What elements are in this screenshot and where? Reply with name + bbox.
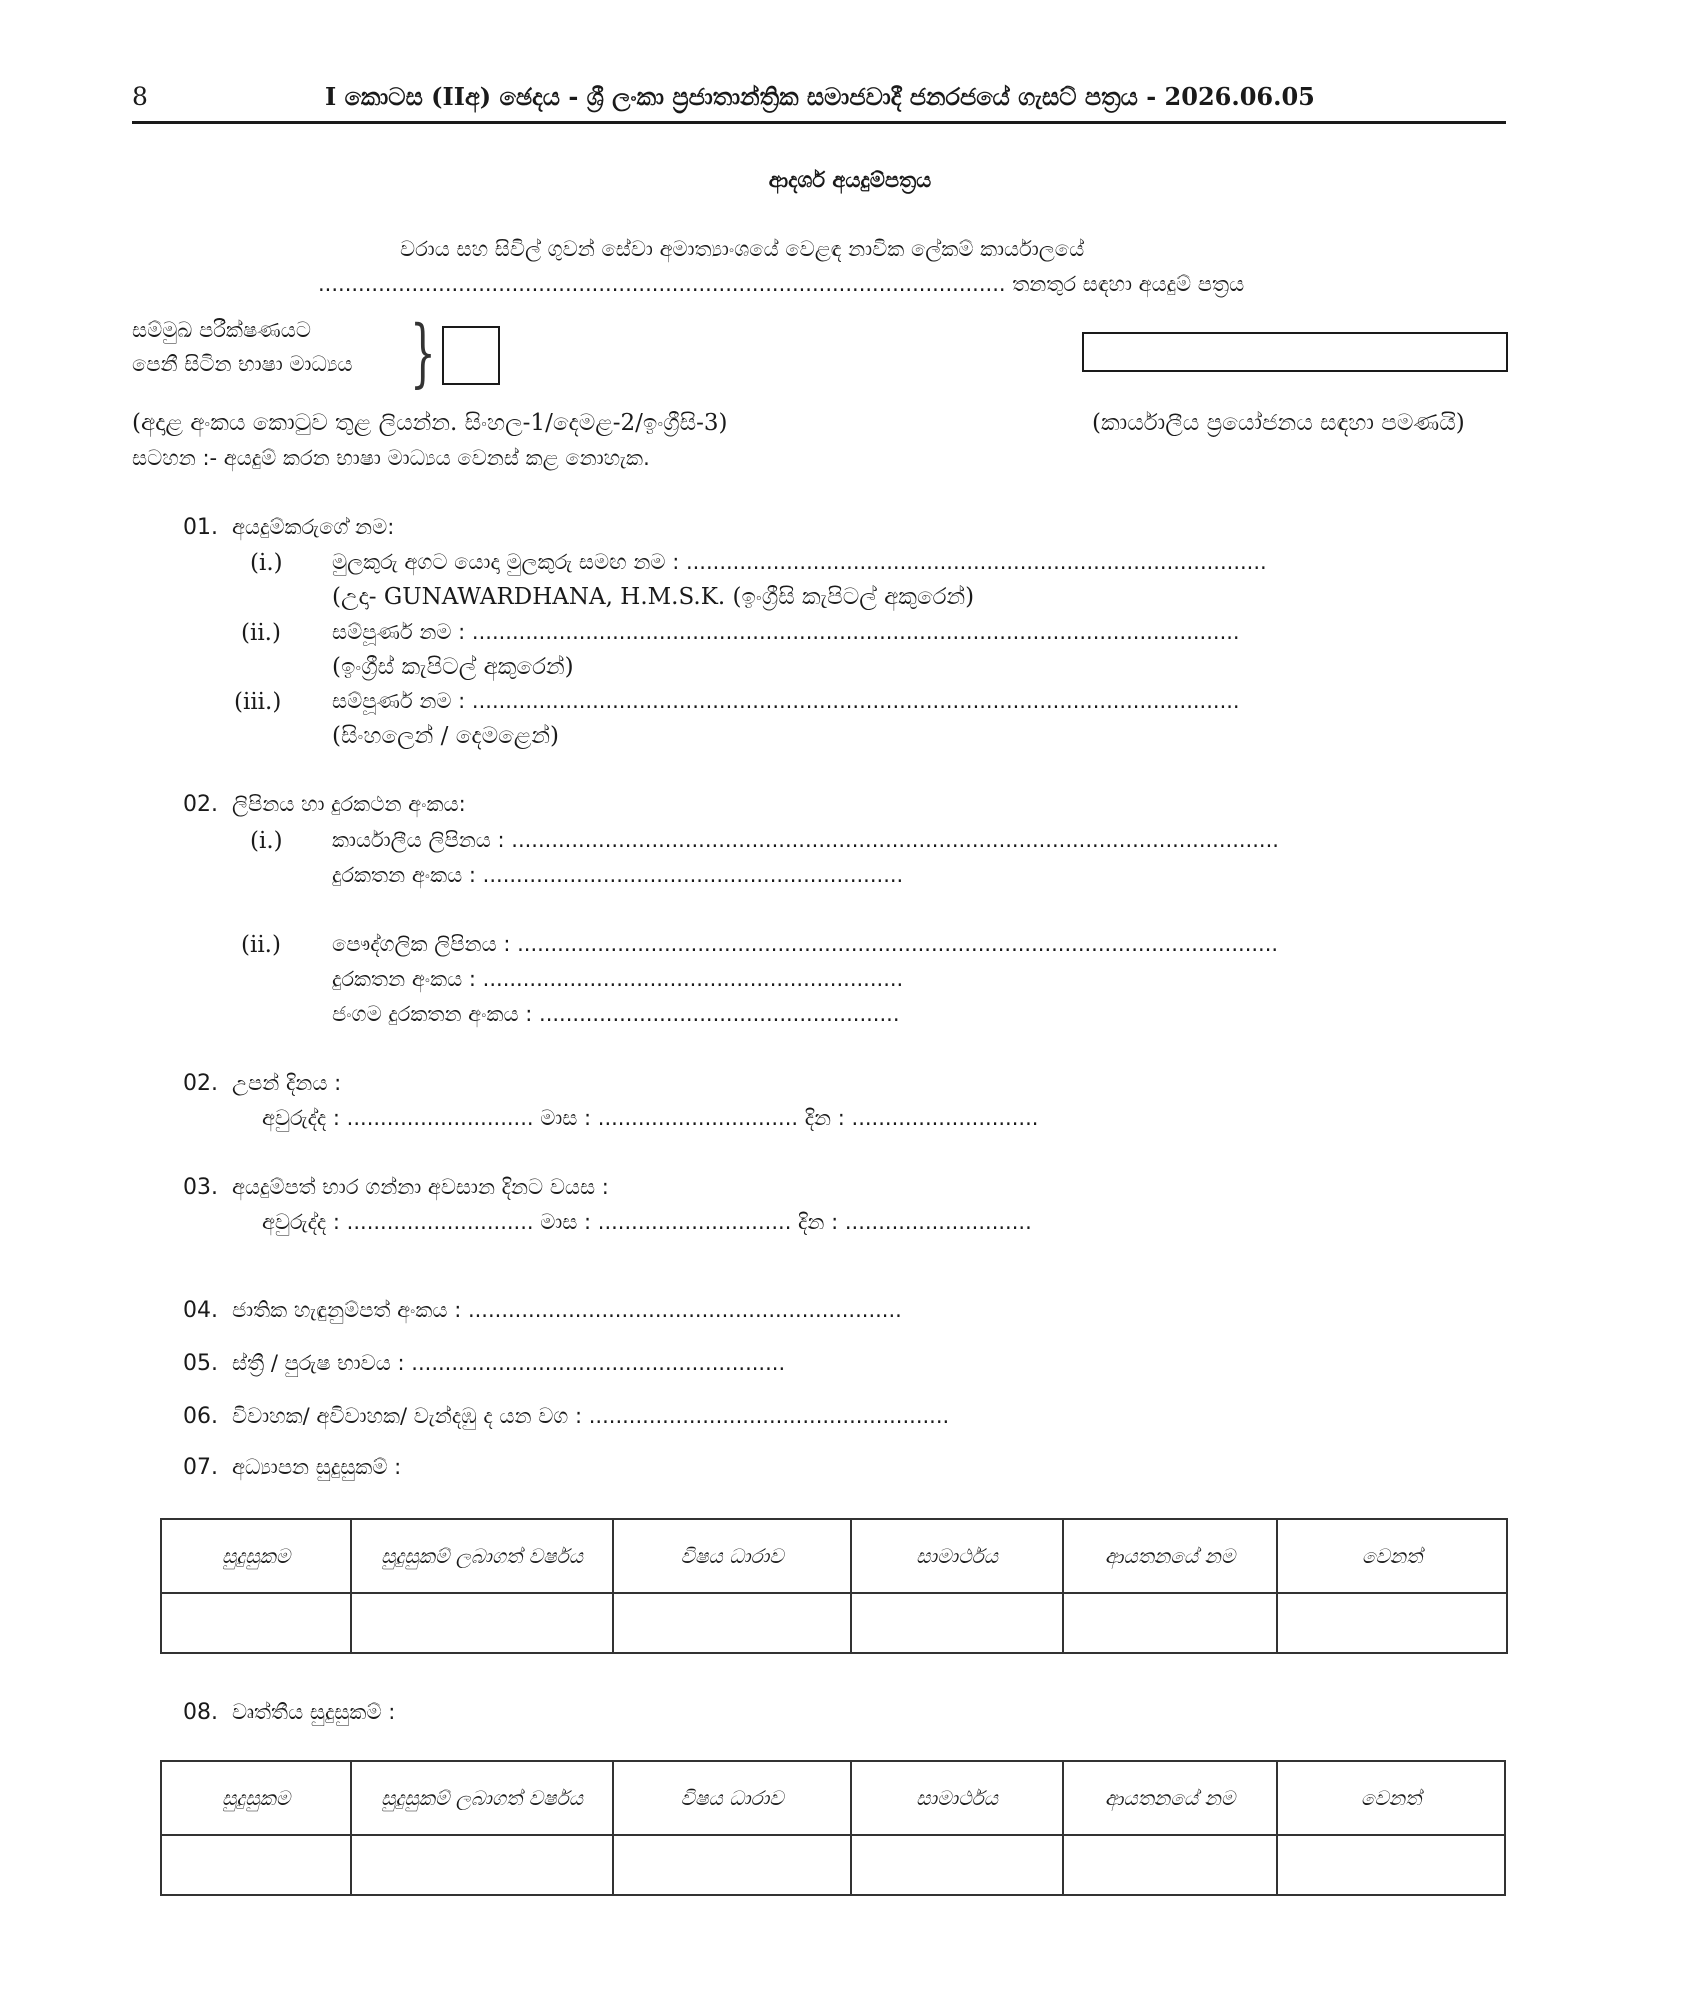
form-note: සටහන :- අයදුම් කරන භාෂා මාධ්‍යය වෙනස් කළ නොහැක. (132, 446, 650, 470)
section-02-label: ලිපිනය හා දුරකථන අංකය: (232, 792, 466, 816)
table-cell[interactable] (1277, 1593, 1507, 1653)
column-header: විෂය ධාරාව (613, 1761, 851, 1835)
table-row (161, 1835, 1505, 1895)
language-label-2: පෙනී සිටින භාෂා මාධ්‍යය (132, 352, 353, 376)
gender-field[interactable]: ස්ත්‍රී / පුරුෂ භාවය : ........................................................ (232, 1351, 786, 1375)
section-06-number: 06. (183, 1404, 218, 1429)
section-03-number: 03. (183, 1175, 218, 1200)
gazette-header-title: I කොටස (IIඅ) ඡෙදය - ශ්‍රී ලංකා ප්‍රජාතාන්ත්‍රික සමාජවාදී ජනරජයේ ගැසට් පත්‍රය - 2026.06.05 (325, 82, 1315, 111)
education-qualifications-label: අධ්‍යාපන සුදුසුකම් : (232, 1455, 402, 1479)
column-header: සාමාර්ථය (851, 1761, 1063, 1835)
column-header: සුදුසුකම (161, 1761, 351, 1835)
office-address-field[interactable]: කාර්යාලීය ලිපිනය : ................................................................................................................... (332, 828, 1279, 852)
personal-phone-field[interactable]: දුරකතන අංකය : ............................................................... (332, 967, 904, 991)
section-08-number: 08. (183, 1700, 218, 1725)
column-header: වෙනත් (1277, 1761, 1505, 1835)
column-header: වෙනත් (1277, 1519, 1507, 1593)
professional-table (160, 1760, 1506, 1896)
column-header: ආයතනයේ නම (1063, 1519, 1277, 1593)
office-use-label: (කාර්යාලීය ප්‍රයෝජනය සඳහා පමණයි) (1092, 410, 1465, 436)
table-cell[interactable] (613, 1593, 851, 1653)
column-header: ආයතනයේ නම (1063, 1761, 1277, 1835)
full-name-english-note: (ඉංග්‍රීස් කැපිටල් අකුරෙන්) (332, 654, 574, 680)
form-heading: ආදර්ශ අයදුම්පත්‍රය (768, 168, 932, 192)
column-header: සුදුසුකම (161, 1519, 351, 1593)
section-01-i-number: (i.) (250, 550, 283, 576)
language-code-box[interactable] (442, 326, 500, 385)
section-01-number: 01. (183, 515, 218, 540)
form-subheading-2[interactable]: ....................................................................................................... තනතුර සඳහා අයදුම් පත්‍රය (318, 272, 1245, 296)
table-cell[interactable] (1277, 1835, 1505, 1895)
section-01-ii-number: (ii.) (241, 620, 281, 646)
age-field[interactable]: අවුරුද්ද : ............................ මාස : ............................. දින : ............................ (262, 1210, 1032, 1234)
personal-address-field[interactable]: පෞද්ගලික ලිපිනය : .................................................................................................................. (332, 932, 1279, 956)
language-instruction: (අදාළ අංකය කොටුව තුළ ලියන්න. සිංහල-1/දෙමළ-2/ඉංග්‍රීසි-3) (132, 410, 728, 436)
initials-name-field[interactable]: මුලකුරු අගට යොදා මුලකුරු සමඟ නම : ....................................................................................... (332, 550, 1267, 574)
column-header: සුදුසුකම් ලබාගත් වර්ෂය (351, 1761, 613, 1835)
table-cell[interactable] (851, 1593, 1063, 1653)
mobile-phone-field[interactable]: ජංගම දුරකතන අංකය : ...................................................... (332, 1002, 900, 1026)
full-name-english-field[interactable]: සම්පූර්ණ නම : ................................................................................................................... (332, 620, 1240, 644)
brace-icon: } (410, 310, 436, 396)
table-cell[interactable] (1063, 1835, 1277, 1895)
section-01-iii-number: (iii.) (234, 689, 282, 715)
birthdate-label: උපන් දිනය : (232, 1071, 342, 1095)
section-04-number: 04. (183, 1298, 218, 1323)
language-label-1: සම්මුඛ පරීක්ෂණයට (132, 318, 311, 342)
form-subheading-1: වරාය සහ සිවිල් ගුවන් සේවා අමාත්‍යාංශයේ වෙළඳ නාවික ලේකම් කාර්යාලයේ (400, 237, 1085, 261)
office-phone-field[interactable]: දුරකතන අංකය : ............................................................... (332, 863, 904, 887)
section-05-number: 05. (183, 1351, 218, 1376)
section-birthdate-number: 02. (183, 1071, 218, 1096)
column-header: සාමාර්ථය (851, 1519, 1063, 1593)
column-header: විෂය ධාරාව (613, 1519, 851, 1593)
table-cell[interactable] (351, 1835, 613, 1895)
table-cell[interactable] (851, 1835, 1063, 1895)
full-name-local-note: (සිංහලෙන් / දෙමළෙන්) (332, 723, 559, 749)
section-02-ii-number: (ii.) (241, 932, 281, 958)
age-label: අයදුම්පත් භාර ගන්නා අවසාන දිනට වයස : (232, 1175, 609, 1199)
nic-number-field[interactable]: ජාතික හැඳුනුම්පත් අංකය : ................................................................. (232, 1298, 902, 1322)
birthdate-field[interactable]: අවුරුද්ද : ............................ මාස : .............................. දින : ............................ (262, 1106, 1039, 1130)
section-02-number: 02. (183, 792, 218, 817)
section-01-label: අයදුම්කරුගේ නම: (232, 515, 395, 539)
table-cell[interactable] (351, 1593, 613, 1653)
table-cell[interactable] (161, 1593, 351, 1653)
section-07-number: 07. (183, 1455, 218, 1480)
table-cell[interactable] (161, 1835, 351, 1895)
full-name-local-field[interactable]: සම්පූර්ණ නම : ................................................................................................................... (332, 689, 1240, 713)
header-divider (132, 121, 1506, 124)
table-header-row (161, 1761, 1505, 1835)
professional-qualifications-label: වෘත්තීය සුදුසුකම් : (232, 1700, 396, 1724)
office-use-box[interactable] (1082, 332, 1508, 372)
section-02-i-number: (i.) (250, 828, 283, 854)
marital-status-field[interactable]: විවාහක/ අවිවාහක/ වැන්දඹු ද යන වග : ...................................................... (232, 1404, 950, 1428)
column-header: සුදුසුකම් ලබාගත් වර්ෂය (351, 1519, 613, 1593)
initials-name-example: (උදා- GUNAWARDHANA, H.M.S.K. (ඉංග්‍රීසි කැපිටල් අකුරෙන්) (332, 584, 975, 610)
table-cell[interactable] (1063, 1593, 1277, 1653)
education-table (160, 1518, 1508, 1654)
page-number: 8 (132, 82, 148, 111)
table-header-row (161, 1519, 1507, 1593)
table-cell[interactable] (613, 1835, 851, 1895)
table-row (161, 1593, 1507, 1653)
